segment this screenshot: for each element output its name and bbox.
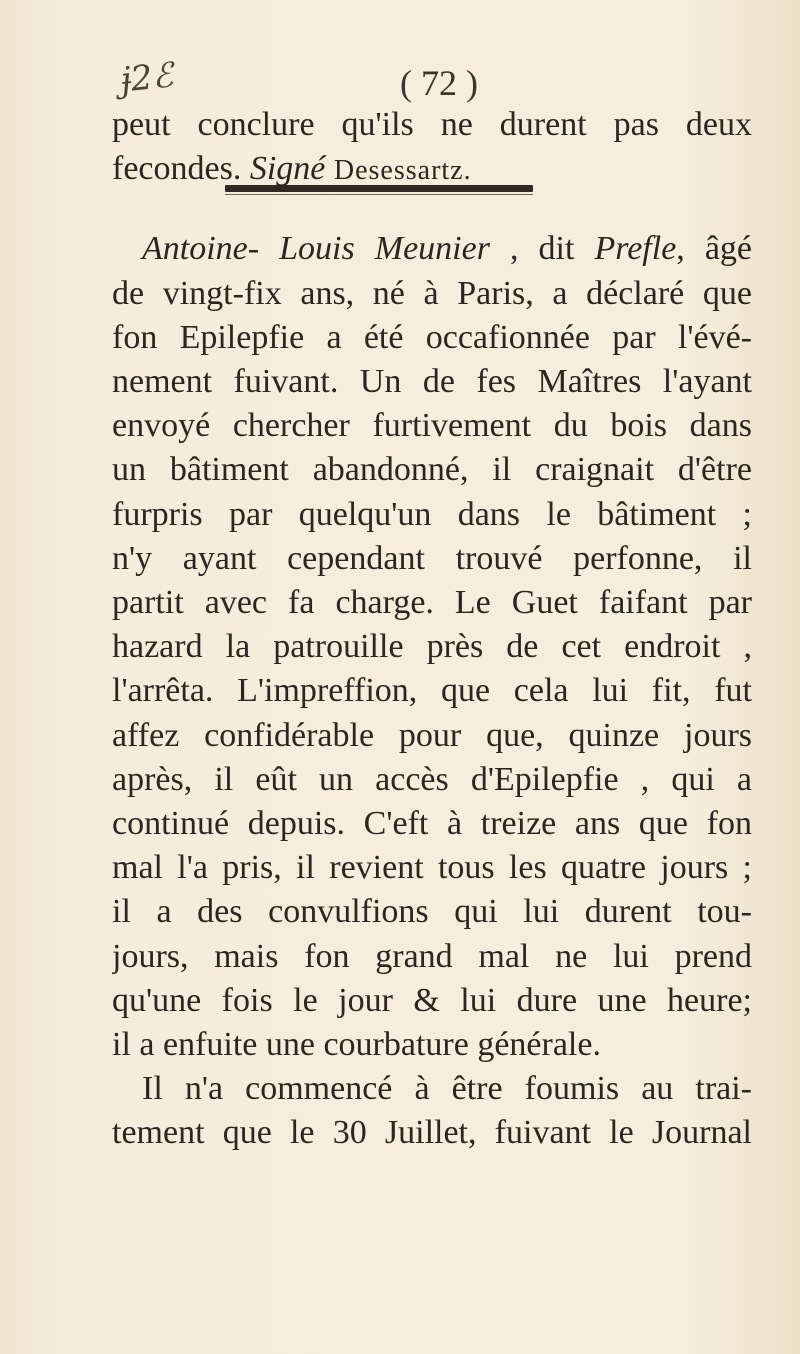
text-line: après, il eût un accès d'Epilepfie , qui a — [112, 760, 752, 798]
paragraph2-first-line — [112, 227, 752, 271]
body-text — [112, 103, 752, 1156]
page-number: ( 72 ) — [400, 63, 478, 103]
text-line: continué depuis. C'eft à treize ans que fon — [112, 805, 752, 843]
text-line: furpris par quelqu'un dans le bâtiment ; — [112, 495, 752, 533]
text-line: n'y ayant cependant trouvé perfonne, il — [112, 539, 752, 577]
text-line: il a des convulfions qui lui durent tou- — [112, 893, 752, 931]
text-line: hazard la patrouille près de cet endroit , — [112, 628, 752, 666]
handwritten-annotation: ɉ2ℰ — [118, 55, 175, 101]
signed-label: Signé — [249, 150, 326, 188]
patient-name: Antoine- Louis Meunier — [142, 230, 490, 268]
age-text: , âgé — [676, 230, 752, 268]
paragraph1-line1: peut conclure qu'ils ne durent pas deux — [112, 106, 752, 143]
text-line: nement fuivant. Un de fes Maîtres l'ayant — [112, 363, 752, 401]
text-line: qu'une fois le jour & lui dure une heure; — [112, 981, 752, 1019]
text-line: envoyé chercher furtivement du bois dans — [112, 407, 752, 445]
text-line: affez confidérable pour que, quinze jours — [112, 716, 752, 754]
text-line: l'arrêta. L'impreffion, que cela lui fit, fut — [112, 672, 752, 710]
text-line: mal l'a pris, il revient tous les quatre jours ; — [112, 849, 752, 887]
text-line: un bâtiment abandonné, il craignait d'être — [112, 451, 752, 489]
paragraph1-line2-text: fecondes. — [112, 150, 242, 188]
text-line: Il n'a commencé à être foumis au trai- — [142, 1070, 752, 1108]
text-line: fon Epilepfie a été occafionnée par l'évé- — [112, 318, 752, 356]
text-line: tement que le 30 Juillet, fuivant le Journal — [112, 1114, 752, 1152]
text-line: il a enfuite une courbature générale. — [112, 1026, 601, 1064]
signatory-name: Desessartz. — [333, 155, 472, 187]
text-line: de vingt-fix ans, né à Paris, a déclaré que — [112, 274, 752, 312]
text-line: jours, mais fon grand mal ne lui prend — [112, 937, 752, 975]
patient-alias: Prefle — [594, 230, 677, 268]
paragraph1-signature-line — [112, 147, 752, 193]
dit-text: , dit — [509, 230, 575, 268]
text-line: partit avec fa charge. Le Guet faifant par — [112, 584, 752, 622]
